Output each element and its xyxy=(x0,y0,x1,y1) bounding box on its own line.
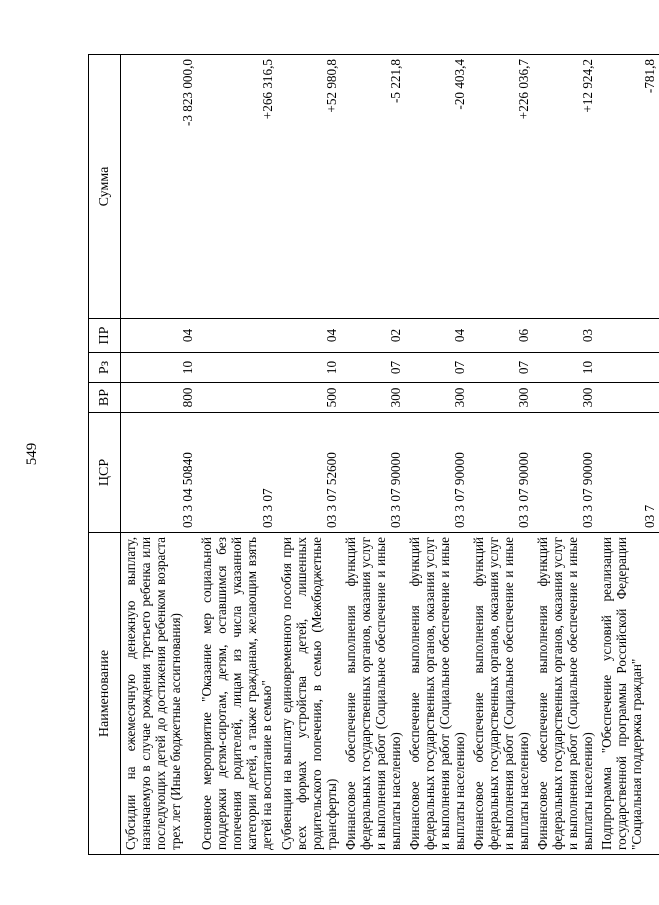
row-pr xyxy=(197,319,277,353)
row-vr: 300 xyxy=(533,383,597,413)
table-row xyxy=(197,55,277,855)
row-vr: 300 xyxy=(341,383,405,413)
row-csr: 03 7 xyxy=(597,413,659,533)
header-rz: Рз xyxy=(89,353,121,383)
row-rz xyxy=(597,353,659,383)
row-pr: 03 xyxy=(533,319,597,353)
table-row xyxy=(469,55,533,855)
row-csr: 03 3 07 90000 xyxy=(341,413,405,533)
row-rz: 10 xyxy=(277,353,341,383)
row-sum: -3 823 000,0 xyxy=(121,55,197,319)
row-csr: 03 3 07 90000 xyxy=(469,413,533,533)
row-rz xyxy=(197,353,277,383)
row-pr: 02 xyxy=(341,319,405,353)
row-rz: 10 xyxy=(121,353,197,383)
row-sum: -781,8 xyxy=(597,55,659,319)
row-csr: 03 3 07 52600 xyxy=(277,413,341,533)
row-sum: -20 403,4 xyxy=(405,55,469,319)
row-pr: 04 xyxy=(121,319,197,353)
table-row xyxy=(533,55,597,855)
rotated-page xyxy=(88,55,657,855)
row-vr: 300 xyxy=(469,383,533,413)
header-name: Наименование xyxy=(89,533,121,855)
header-vr: ВР xyxy=(89,383,121,413)
header-csr: ЦСР xyxy=(89,413,121,533)
row-rz: 07 xyxy=(341,353,405,383)
row-csr: 03 3 07 90000 xyxy=(405,413,469,533)
row-sum: -5 221,8 xyxy=(341,55,405,319)
row-vr xyxy=(597,383,659,413)
row-name: Подпрограмма "Обеспечение условий реализации государственной программы Российской Федерации "Социальная поддержка граждан" xyxy=(597,533,659,855)
page-number: 549 xyxy=(24,442,40,466)
row-name: Субсидии на ежемесячную денежную выплату, назначаемую в случае рождения третьего ребенка или последующих детей до достижения ребенком возраста трех лет (Иные бюджетные ассигнования) xyxy=(121,533,197,855)
row-name: Финансовое обеспечение выполнения функций федеральных государственных органов, оказания услуг и выполнения работ (Социальное обеспечение и иные выплаты населению) xyxy=(341,533,405,855)
row-pr: 06 xyxy=(469,319,533,353)
table-header-row xyxy=(89,55,121,855)
row-csr: 03 3 07 xyxy=(197,413,277,533)
row-rz: 07 xyxy=(405,353,469,383)
table-row xyxy=(341,55,405,855)
header-sum: Сумма xyxy=(89,55,121,319)
row-sum: +52 980,8 xyxy=(277,55,341,319)
row-name: Финансовое обеспечение выполнения функций федеральных государственных органов, оказания услуг и выполнения работ (Социальное обеспечение и иные выплаты населению) xyxy=(533,533,597,855)
table-row xyxy=(597,55,659,855)
table-row xyxy=(405,55,469,855)
row-sum: +12 924,2 xyxy=(533,55,597,319)
row-vr: 300 xyxy=(405,383,469,413)
row-vr: 800 xyxy=(121,383,197,413)
row-name: Финансовое обеспечение выполнения функций федеральных государственных органов, оказания услуг и выполнения работ (Социальное обеспечение и иные выплаты населению) xyxy=(405,533,469,855)
row-pr: 04 xyxy=(277,319,341,353)
row-name: Основное мероприятие "Оказание мер социальной поддержки детям-сиротам, детям, оставшимся без попечения родителей, лицам из числа указанной категории детей, а также гражданам, желающим взять детей на воспитание в семью" xyxy=(197,533,277,855)
row-csr: 03 3 04 50840 xyxy=(121,413,197,533)
row-rz: 10 xyxy=(533,353,597,383)
row-rz: 07 xyxy=(469,353,533,383)
row-vr: 500 xyxy=(277,383,341,413)
row-pr xyxy=(597,319,659,353)
budget-table xyxy=(88,54,659,855)
header-pr: ПР xyxy=(89,319,121,353)
row-csr: 03 3 07 90000 xyxy=(533,413,597,533)
row-sum: +266 316,5 xyxy=(197,55,277,319)
row-sum: +226 036,7 xyxy=(469,55,533,319)
table-row xyxy=(121,55,197,855)
row-name: Субвенции на выплату единовременного пособия при всех формах устройства детей, лишенных родительского попечения, в семью (Межбюджетные трансферты) xyxy=(277,533,341,855)
table-row xyxy=(277,55,341,855)
row-vr xyxy=(197,383,277,413)
row-name: Финансовое обеспечение выполнения функций федеральных государственных органов, оказания услуг и выполнения работ (Социальное обеспечение и иные выплаты населению) xyxy=(469,533,533,855)
row-pr: 04 xyxy=(405,319,469,353)
